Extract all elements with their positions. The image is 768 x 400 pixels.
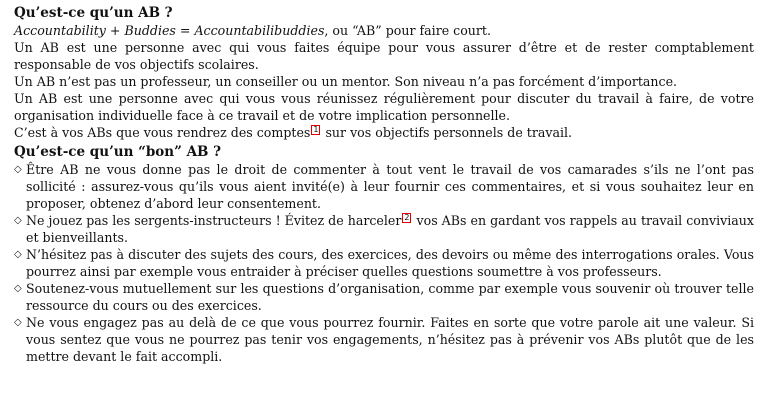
list-item <box>14 314 754 365</box>
list-item <box>14 161 754 212</box>
paragraph-4-before: C’est à vos ABs que vous rendrez des comptes <box>14 125 311 140</box>
ab-definition-italic: Accountability + Buddies = Accountabilibuddies <box>14 23 325 38</box>
diamond-bullet-icon: ◇ <box>14 215 22 226</box>
diamond-bullet-icon: ◇ <box>14 249 22 260</box>
list-item-text-after: vos ABs en gardant vos rappels au travail conviviaux et bienveillants. <box>26 213 754 245</box>
ab-definition <box>14 22 754 39</box>
footnote-link-1[interactable]: 1 <box>313 125 319 134</box>
list-item <box>14 212 754 246</box>
section-heading-what-is-ab: Qu’est-ce qu’un AB ? <box>14 5 173 21</box>
paragraph-2: Un AB n’est pas un professeur, un conseiller ou un mentor. Son niveau n’a pas forcément d’importance. <box>14 74 678 89</box>
paragraph-4 <box>14 124 754 141</box>
footnote-link-2[interactable]: 2 <box>404 213 410 222</box>
diamond-bullet-icon: ◇ <box>14 317 22 328</box>
list-item-text: Être AB ne vous donne pas le droit de commenter à tout vent le travail de vos camarades s’ils ne l’ont pas sollicité : assurez-vous qu’ils vous aient invité(e) à leur fournir ces commentaires, et si vous souhaitez leur en proposer, obtenez d’abord leur consentement. <box>26 162 754 211</box>
paragraph-1: Un AB est une personne avec qui vous faites équipe pour vous assurer d’être et de rester comptablement responsable de vos objectifs scolaires. <box>14 40 754 72</box>
list-item-text: Ne vous engagez pas au delà de ce que vous pourrez fournir. Faites en sorte que votre parole ait une valeur. Si vous sentez que vous ne pourrez pas tenir vos engagements, n’hésitez pas à prévenir vos ABs plutôt que de les mettre devant le fait accompli. <box>26 315 754 364</box>
diamond-bullet-icon: ◇ <box>14 283 22 294</box>
list-item <box>14 246 754 280</box>
list-item-text-before: Ne jouez pas les sergents-instructeurs ! Évitez de harceler <box>26 213 402 228</box>
good-ab-list <box>14 161 754 365</box>
diamond-bullet-icon: ◇ <box>14 164 22 175</box>
section-heading-good-ab: Qu’est-ce qu’un “bon” AB ? <box>14 144 222 160</box>
ab-definition-rest: , ou “AB” pour faire court. <box>324 23 491 38</box>
paragraph-4-after: sur vos objectifs personnels de travail. <box>321 125 573 140</box>
list-item-text: N’hésitez pas à discuter des sujets des cours, des exercices, des devoirs ou même des interrogations orales. Vous pourrez ainsi par exemple vous entraider à préciser quelles questions soumettre à vos professeurs. <box>26 247 754 279</box>
paragraph-3: Un AB est une personne avec qui vous vous réunissez régulièrement pour discuter du travail à faire, de votre organisation individuelle face à ce travail et de votre implication personnelle. <box>14 91 754 123</box>
list-item <box>14 280 754 314</box>
list-item-text: Soutenez-vous mutuellement sur les questions d’organisation, comme par exemple vous souvenir où trouver telle ressource du cours ou des exercices. <box>26 281 754 313</box>
